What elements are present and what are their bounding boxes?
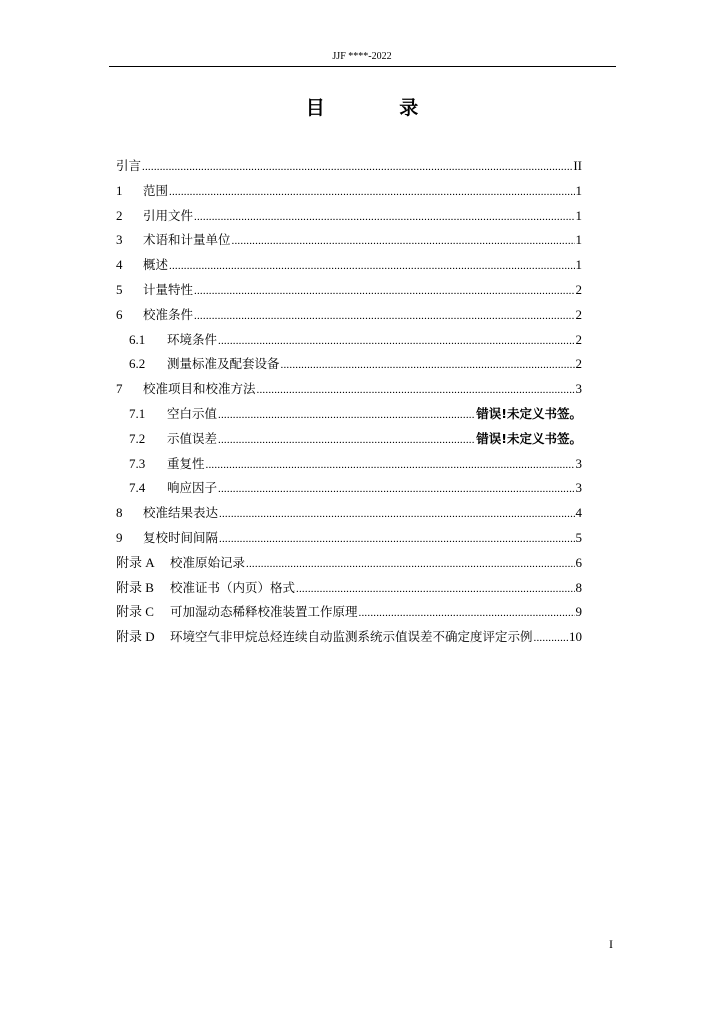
toc-entry-label: 可加湿动态稀释校准装置工作原理 <box>170 604 358 620</box>
toc-entry-page: 1 <box>575 182 582 198</box>
toc-entry-page: 2 <box>575 331 582 347</box>
toc-entry-number: 7.4 <box>129 480 146 496</box>
dot-leader <box>534 629 568 647</box>
toc-entry-label: 复校时间间隔 <box>143 529 219 545</box>
toc-entry-7-3[interactable] <box>116 455 582 480</box>
dot-leader <box>169 257 574 275</box>
dot-leader <box>142 158 572 176</box>
toc-entry-label: 引用文件 <box>143 207 194 223</box>
toc-entry-intro[interactable] <box>116 157 582 182</box>
toc-entry-number: 附录 D <box>116 629 155 645</box>
dot-leader <box>218 431 475 449</box>
toc-entry-appendix-a[interactable] <box>116 554 582 579</box>
toc-entry-6-1[interactable] <box>116 331 582 356</box>
toc-entry-label: 示值误差 <box>167 430 218 446</box>
toc-entry-number: 7.2 <box>129 430 146 446</box>
toc-entry-label: 概述 <box>143 257 169 273</box>
running-header: JJF ****-2022 <box>332 51 392 62</box>
dot-leader <box>169 183 574 201</box>
toc-entry-5[interactable] <box>116 281 582 306</box>
toc-entry-7-4[interactable] <box>116 479 582 504</box>
toc-entry-label: 环境条件 <box>167 331 218 347</box>
toc-entry-page: 2 <box>575 306 582 322</box>
toc-entry-6[interactable] <box>116 306 582 331</box>
dot-leader <box>194 208 574 226</box>
toc-entry-label: 校准原始记录 <box>170 554 246 570</box>
table-of-contents <box>116 157 582 653</box>
toc-entry-number: 8 <box>116 505 123 521</box>
toc-entry-page: 1 <box>575 232 582 248</box>
dot-leader <box>218 332 574 350</box>
dot-leader <box>218 480 574 498</box>
toc-entry-label: 重复性 <box>167 455 205 471</box>
toc-entry-label: 环境空气非甲烷总烃连续自动监测系统示值误差不确定度评定示例 <box>170 629 533 645</box>
toc-entry-number: 5 <box>116 281 123 297</box>
toc-entry-page: 3 <box>575 381 582 397</box>
toc-entry-label: 校准证书（内页）格式 <box>170 579 296 595</box>
dot-leader <box>232 232 575 250</box>
dot-leader <box>246 555 574 573</box>
toc-entry-number: 1 <box>116 182 123 198</box>
toc-entry-appendix-b[interactable] <box>116 579 582 604</box>
header-rule <box>109 66 616 67</box>
toc-entry-number: 4 <box>116 257 123 273</box>
toc-entry-label: 范围 <box>143 182 169 198</box>
dot-leader <box>194 282 574 300</box>
dot-leader <box>359 604 575 622</box>
toc-entry-label: 响应因子 <box>167 480 218 496</box>
toc-entry-page: II <box>573 158 582 173</box>
dot-leader <box>218 406 475 424</box>
dot-leader <box>257 381 575 399</box>
toc-entry-label: 校准项目和校准方法 <box>143 381 256 397</box>
toc-entry-page: 8 <box>575 579 582 595</box>
toc-entry-label: 术语和计量单位 <box>143 232 231 248</box>
dot-leader <box>219 505 574 523</box>
toc-entry-label: 校准结果表达 <box>143 505 219 521</box>
toc-entry-page: 3 <box>575 455 582 471</box>
toc-entry-9[interactable] <box>116 529 582 554</box>
toc-entry-number: 6.2 <box>129 356 146 372</box>
toc-entry-page: 9 <box>575 604 582 620</box>
toc-entry-1[interactable] <box>116 182 582 207</box>
toc-entry-appendix-d[interactable] <box>116 628 582 653</box>
toc-title: 目 录 <box>305 97 453 119</box>
toc-entry-7-1[interactable] <box>116 405 582 430</box>
dot-leader <box>281 356 575 374</box>
toc-entry-number: 7.1 <box>129 405 146 421</box>
toc-entry-page-error: 错误!未定义书签。 <box>476 430 582 446</box>
toc-entry-label: 引言 <box>116 158 142 173</box>
dot-leader <box>194 307 574 325</box>
toc-entry-appendix-c[interactable] <box>116 603 582 628</box>
toc-entry-page: 2 <box>575 356 582 372</box>
toc-entry-7-2[interactable] <box>116 430 582 455</box>
toc-entry-7[interactable] <box>116 380 582 405</box>
dot-leader <box>296 580 574 598</box>
toc-entry-page: 6 <box>575 554 582 570</box>
toc-entry-label: 计量特性 <box>143 281 194 297</box>
toc-entry-number: 9 <box>116 529 123 545</box>
toc-entry-page: 1 <box>575 207 582 223</box>
toc-entry-label: 测量标准及配套设备 <box>167 356 280 372</box>
toc-entry-number: 附录 A <box>116 554 155 570</box>
toc-entry-label: 空白示值 <box>167 405 218 421</box>
toc-entry-page: 3 <box>575 480 582 496</box>
toc-entry-number: 7 <box>116 381 123 397</box>
dot-leader <box>219 530 574 548</box>
toc-entry-number: 附录 C <box>116 604 154 620</box>
page-number: I <box>609 937 613 951</box>
toc-entry-number: 附录 B <box>116 579 154 595</box>
toc-entry-number: 6.1 <box>129 331 146 347</box>
toc-entry-4[interactable] <box>116 256 582 281</box>
toc-entry-3[interactable] <box>116 231 582 256</box>
toc-entry-number: 7.3 <box>129 455 146 471</box>
toc-entry-2[interactable] <box>116 207 582 232</box>
toc-entry-number: 3 <box>116 232 123 248</box>
toc-entry-number: 2 <box>116 207 123 223</box>
toc-entry-page: 1 <box>575 257 582 273</box>
toc-entry-page-error: 错误!未定义书签。 <box>476 405 582 421</box>
toc-entry-page: 2 <box>575 281 582 297</box>
toc-entry-page: 10 <box>569 629 582 645</box>
toc-entry-8[interactable] <box>116 504 582 529</box>
toc-entry-label: 校准条件 <box>143 306 194 322</box>
toc-entry-number: 6 <box>116 306 123 322</box>
toc-entry-6-2[interactable] <box>116 355 582 380</box>
toc-entry-page: 5 <box>575 529 582 545</box>
dot-leader <box>206 456 575 474</box>
toc-entry-page: 4 <box>575 505 582 521</box>
